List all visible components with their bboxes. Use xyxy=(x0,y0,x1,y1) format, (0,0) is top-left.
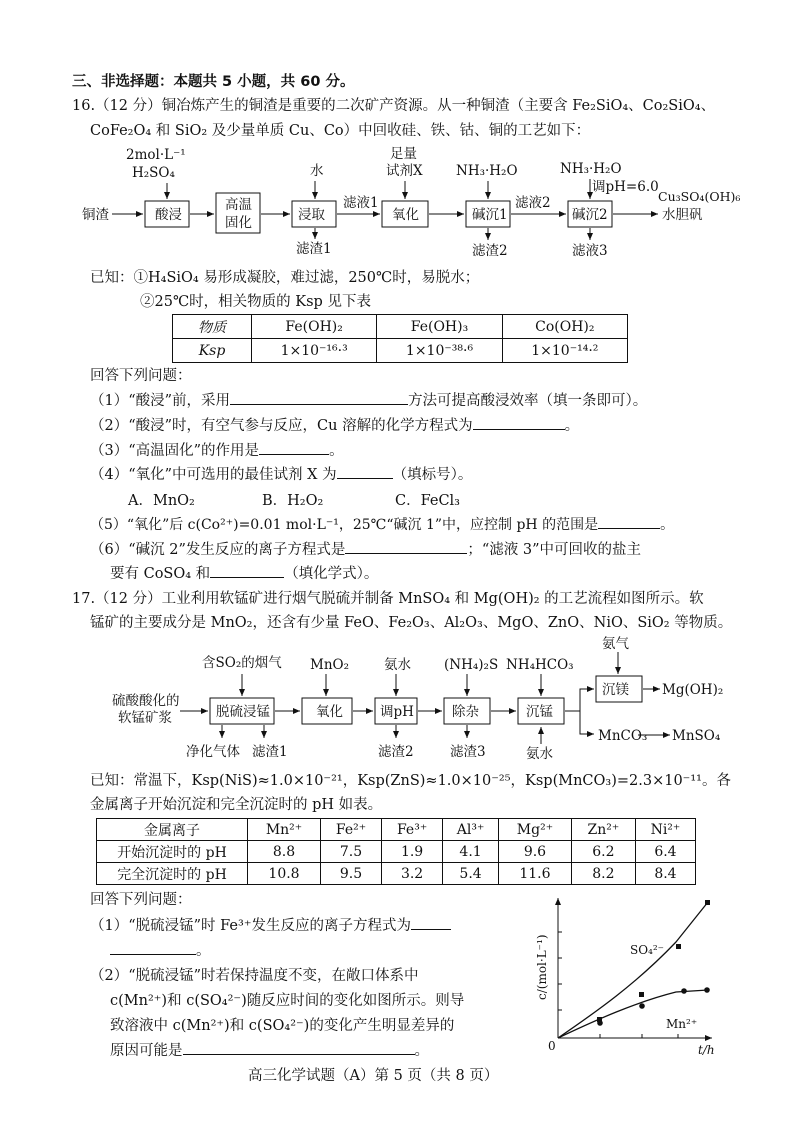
ph-start-2: 7.5 xyxy=(321,841,382,863)
flow-nh3-2: NH₃·H₂O xyxy=(560,161,622,177)
ph-head-5: Mg²⁺ xyxy=(499,819,572,841)
flow2-box1-label: 脱硫浸锰 xyxy=(216,704,270,720)
flow-residue2: 滤渣2 xyxy=(472,243,508,259)
ksp-row-1: 1×10⁻¹⁶·³ xyxy=(252,339,377,363)
flow-box3-label: 浸取 xyxy=(298,207,325,223)
q16-answer-prompt: 回答下列问题： xyxy=(90,368,192,384)
ksp-head-0: 物质 xyxy=(173,315,252,339)
graph-label-mn: Mn²⁺ xyxy=(666,1017,698,1031)
flow-box5-label: 碱沉1 xyxy=(472,207,508,223)
flow2-box3-label: 调pH xyxy=(380,704,414,720)
q16-p6: （6）“碱沉 2”发生反应的离子方程式是 ；“滤液 3”中可回收的盐主 xyxy=(90,539,641,560)
ksp-row-2: 1×10⁻³⁸·⁶ xyxy=(377,339,502,363)
ksp-head-2: Fe(OH)₃ xyxy=(377,315,502,339)
ph-full-6: 8.2 xyxy=(571,863,635,885)
ph-head-7: Ni²⁺ xyxy=(635,819,695,841)
q16-intro-line1: 16.（12 分）铜冶炼产生的铜渣是重要的二次矿产资源。从一种铜渣（主要含 Fe₂SiO₄、Co₂SiO₄、 xyxy=(72,98,716,114)
flow-box2-label-a: 高温 xyxy=(225,197,252,213)
q17-p1: （1）“脱硫浸锰”时 Fe³⁺发生反应的离子方程式为 xyxy=(90,915,451,936)
graph-point-so4-4 xyxy=(705,900,710,905)
q16-ksp-table xyxy=(172,314,628,363)
graph-point-mn-1 xyxy=(597,1020,603,1026)
flow-box4-label: 氧化 xyxy=(392,207,419,223)
ph-head-4: Al³⁺ xyxy=(443,819,499,841)
flow-product-a: Cu₃SO₄(OH)₆ xyxy=(658,189,741,204)
flow2-nh4s: (NH₄)₂S xyxy=(444,657,499,673)
ph-head-0: 金属离子 xyxy=(97,819,248,841)
flow-filtrate2: 滤液2 xyxy=(515,195,551,211)
ph-head-3: Fe³⁺ xyxy=(382,819,443,841)
q17-flow-diagram xyxy=(80,634,800,762)
flow2-residue1: 滤渣1 xyxy=(252,744,288,760)
graph-point-mn-2 xyxy=(639,1003,645,1009)
flow-reagent-x-a: 足量 xyxy=(390,146,417,162)
ph-head-1: Mn²⁺ xyxy=(248,819,321,841)
ph-full-0: 完全沉淀时的 pH xyxy=(97,863,248,885)
ksp-head-3: Co(OH)₂ xyxy=(502,315,627,339)
q16-known1: 已知：①H₄SiO₄ 易形成凝胶，难过滤，250℃时，易脱水； xyxy=(90,270,480,286)
flow2-residue3: 滤渣3 xyxy=(450,744,486,760)
q16-p6-blank1[interactable] xyxy=(345,539,467,554)
ph-start-5: 9.6 xyxy=(499,841,572,863)
ph-start-7: 6.4 xyxy=(635,841,695,863)
flow2-out-gas: 净化气体 xyxy=(186,744,240,760)
q16-p3-blank[interactable] xyxy=(259,440,329,455)
ph-start-1: 8.8 xyxy=(248,841,321,863)
q16-p1: （1）“酸浸”前，采用 方法可提高酸浸效率（填一条即可）。 xyxy=(90,390,647,411)
ph-head-2: Fe²⁺ xyxy=(321,819,382,841)
graph-ylabel: c/(mol·L⁻¹) xyxy=(535,934,549,1000)
flow2-box5-label: 沉锰 xyxy=(526,704,553,720)
flow-filtrate1: 滤液1 xyxy=(343,195,379,211)
q16-known2: ②25℃时，相关物质的 Ksp 见下表 xyxy=(140,294,371,310)
q17-known1: 已知：常温下，Ksp(NiS)≈1.0×10⁻²¹，Ksp(ZnS)≈1.0×10⁻²⁵，Ksp(MnCO₃)=2.3×10⁻¹¹。各 xyxy=(90,773,731,789)
ph-start-0: 开始沉淀时的 pH xyxy=(97,841,248,863)
flow-ph-adjust: 调pH=6.0 xyxy=(592,179,659,195)
flow2-ammonia: 氨水 xyxy=(384,657,411,673)
q17-p2-line4: 原因可能是 。 xyxy=(110,1040,429,1061)
q17-ph-table xyxy=(96,818,696,885)
q16-flow-diagram xyxy=(80,145,800,270)
ph-full-4: 5.4 xyxy=(443,863,499,885)
flow2-start-b: 软锰矿浆 xyxy=(118,710,172,726)
graph-label-so4: SO₄²⁻ xyxy=(630,943,665,957)
flow2-residue2: 滤渣2 xyxy=(378,744,414,760)
ph-head-6: Zn²⁺ xyxy=(571,819,635,841)
flow-nh3-1: NH₃·H₂O xyxy=(456,163,518,179)
q17-answer-prompt: 回答下列问题： xyxy=(90,892,192,908)
graph-xlabel: t/h xyxy=(698,1043,715,1057)
flow-water: 水 xyxy=(310,163,324,179)
q16-opt-c: C．FeCl₃ xyxy=(395,493,460,509)
q16-p5-blank[interactable] xyxy=(598,514,660,529)
q16-p2-blank[interactable] xyxy=(473,415,565,430)
flow2-mno2: MnO₂ xyxy=(310,657,349,673)
flow2-mgoh2: Mg(OH)₂ xyxy=(662,682,724,698)
q17-p1-blank2[interactable] xyxy=(110,940,196,955)
ph-full-5: 11.6 xyxy=(499,863,572,885)
flow-start: 铜渣 xyxy=(82,207,109,223)
ksp-row-3: 1×10⁻¹⁴·² xyxy=(502,339,627,363)
q17-p2-line3: 致溶液中 c(Mn²⁺)和 c(SO₄²⁻)的变化产生明显差异的 xyxy=(110,1018,455,1034)
ph-start-3: 1.9 xyxy=(382,841,443,863)
q16-p5: （5）“氧化”后 c(Co²⁺)=0.01 mol·L⁻¹，25℃“碱沉 1”中，应控制 pH 的范围是 。 xyxy=(90,514,674,535)
q17-known2: 金属离子开始沉淀和完全沉淀时的 pH 如表。 xyxy=(90,797,383,813)
flow2-box4-label: 除杂 xyxy=(452,704,479,720)
flow-acid: H₂SO₄ xyxy=(132,165,175,181)
ph-start-6: 6.2 xyxy=(571,841,635,863)
ph-start-4: 4.1 xyxy=(443,841,499,863)
graph-point-mn-4 xyxy=(704,987,710,993)
page-footer: 高三化学试题（A）第 5 页（共 8 页） xyxy=(248,1068,499,1084)
q17-p1-blank[interactable] xyxy=(411,915,451,930)
q16-p2: （2）“酸浸”时，有空气参与反应，Cu 溶解的化学方程式为 。 xyxy=(90,415,579,436)
flow-box2-label-b: 固化 xyxy=(225,215,252,231)
ph-full-2: 9.5 xyxy=(321,863,382,885)
flow-box6-label: 碱沉2 xyxy=(572,207,608,223)
flow2-ammonia-gas: 氨气 xyxy=(602,636,629,652)
graph-point-so4-3 xyxy=(676,944,681,949)
ph-full-1: 10.8 xyxy=(248,863,321,885)
q16-p6-cont: 要有 CoSO₄ 和 （填化学式）。 xyxy=(110,563,378,584)
flow2-nh4hco3: NH₄HCO₃ xyxy=(506,657,574,673)
graph-point-so4-2 xyxy=(639,992,644,997)
flow2-box2-label: 氧化 xyxy=(316,704,343,720)
graph-origin: 0 xyxy=(548,1039,556,1053)
q17-p2-line2: c(Mn²⁺)和 c(SO₄²⁻)随反应时间的变化如图所示。则导 xyxy=(110,993,465,1009)
ksp-head-1: Fe(OH)₂ xyxy=(252,315,377,339)
ph-full-3: 3.2 xyxy=(382,863,443,885)
flow2-mnso4: MnSO₄ xyxy=(672,728,721,744)
flow2-ammonia2: 氨水 xyxy=(526,746,553,762)
q16-opt-a: A．MnO₂ xyxy=(128,493,195,509)
flow-filtrate3: 滤液3 xyxy=(572,243,608,259)
q16-p4-blank[interactable] xyxy=(337,464,393,479)
q16-p4: （4）“氧化”中可选用的最佳试剂 X 为 （填标号）。 xyxy=(90,464,472,485)
flow2-box6-label: 沉镁 xyxy=(602,682,629,698)
section-title: 三、非选择题：本题共 5 小题，共 60 分。 xyxy=(72,74,355,90)
ksp-row-0: Ksp xyxy=(173,339,252,363)
flow-box1-label: 酸浸 xyxy=(155,207,182,223)
flow-reagent-x-b: 试剂X xyxy=(386,163,423,179)
q17-intro-line2: 锰矿的主要成分是 MnO₂，还含有少量 FeO、Fe₂O₃、Al₂O₃、MgO、ZnO、NiO、SiO₂ 等物质。 xyxy=(90,615,733,631)
flow2-start-a: 硫酸酸化的 xyxy=(112,693,180,709)
q17-p2-blank[interactable] xyxy=(183,1040,415,1055)
q16-p1-blank[interactable] xyxy=(230,390,408,405)
q16-intro-line2: CoFe₂O₄ 和 SiO₂ 及少量单质 Cu、Co）中回收硅、铁、钴、铜的工艺如下： xyxy=(90,123,591,139)
ph-full-7: 8.4 xyxy=(635,863,695,885)
q16-p3: （3）“高温固化”的作用是 。 xyxy=(90,440,344,461)
q17-graph xyxy=(526,892,726,1062)
flow-residue1: 滤渣1 xyxy=(296,241,332,257)
flow-acid-conc: 2mol·L⁻¹ xyxy=(126,147,186,163)
q16-opt-b: B．H₂O₂ xyxy=(262,493,324,509)
q17-intro-line1: 17.（12 分）工业利用软锰矿进行烟气脱硫并制备 MnSO₄ 和 Mg(OH)₂ 的工艺流程如图所示。软 xyxy=(72,591,704,607)
flow2-mnco3: MnCO₃ xyxy=(598,728,648,744)
flow-product-b: 水胆矾 xyxy=(662,207,703,223)
flow2-so2: 含SO₂的烟气 xyxy=(202,655,282,671)
graph-point-mn-3 xyxy=(681,988,687,994)
q17-p1-cont: 。 xyxy=(110,940,211,961)
q16-p6-blank2[interactable] xyxy=(210,563,284,578)
q17-p2-line1: （2）“脱硫浸锰”时若保持温度不变，在敞口体系中 xyxy=(90,968,419,984)
